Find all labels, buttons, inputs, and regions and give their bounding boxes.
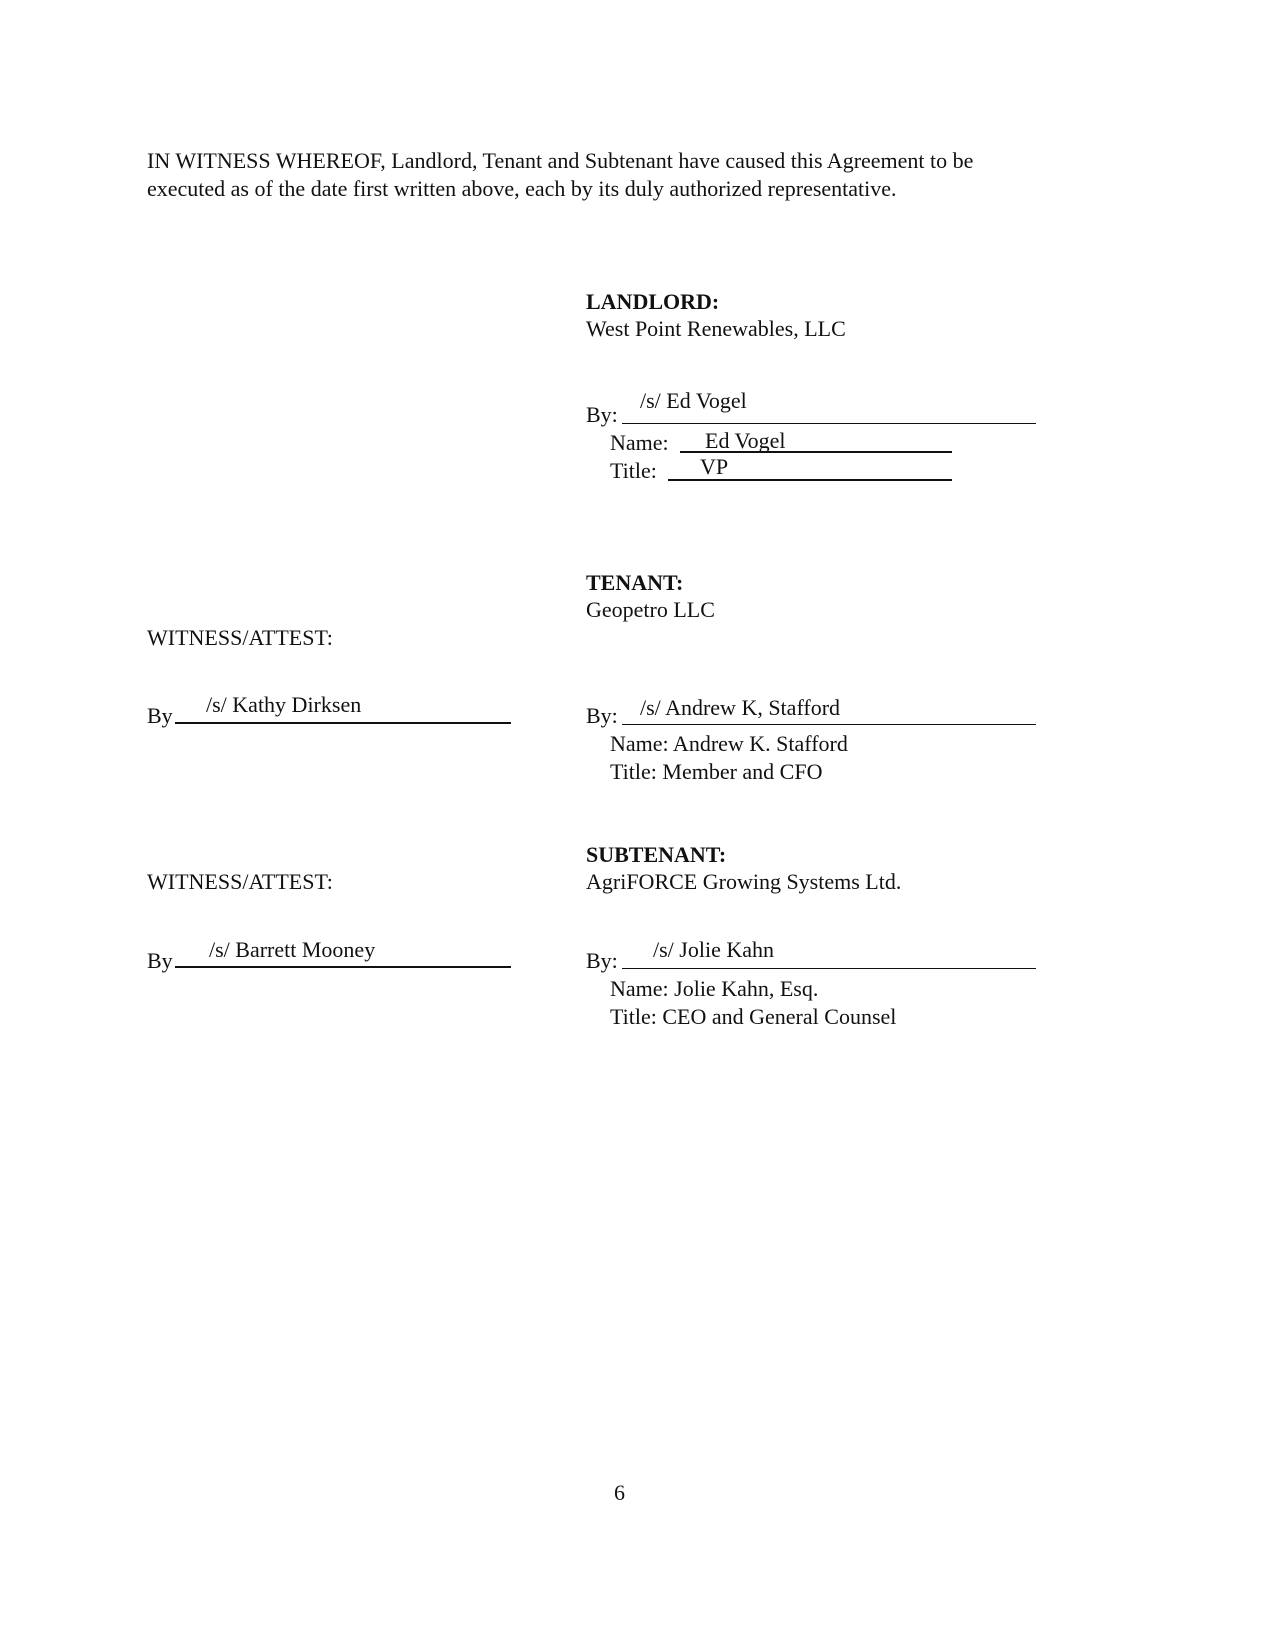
- landlord-heading: LANDLORD:: [586, 289, 720, 314]
- tenant-name: Name: Andrew K. Stafford: [610, 731, 848, 756]
- subtenant-witness-by-label: By: [147, 948, 173, 973]
- subtenant-witness-label: WITNESS/ATTEST:: [147, 869, 333, 894]
- subtenant-name: Name: Jolie Kahn, Esq.: [610, 976, 819, 1001]
- intro-line-1: IN WITNESS WHEREOF, Landlord, Tenant and Subtenant have caused this Agreement to be: [147, 148, 974, 173]
- subtenant-witness-signature-line: [175, 966, 511, 968]
- landlord-by-label: By:: [586, 402, 618, 427]
- landlord-signature-line: [622, 423, 1036, 424]
- landlord-name-label: Name:: [610, 430, 669, 455]
- tenant-witness-label: WITNESS/ATTEST:: [147, 625, 333, 650]
- subtenant-witness-signature: /s/ Barrett Mooney: [209, 937, 376, 962]
- tenant-witness-by-label: By: [147, 703, 173, 728]
- subtenant-by-label: By:: [586, 948, 618, 973]
- tenant-witness-signature: /s/ Kathy Dirksen: [206, 692, 362, 717]
- subtenant-company: AgriFORCE Growing Systems Ltd.: [586, 869, 902, 894]
- landlord-name-value: Ed Vogel: [705, 428, 786, 453]
- tenant-signature-line: [622, 724, 1036, 725]
- landlord-name-line: [680, 451, 952, 453]
- landlord-title-value: VP: [700, 454, 729, 479]
- landlord-signature: /s/ Ed Vogel: [640, 388, 747, 413]
- landlord-title-label: Title:: [610, 458, 657, 483]
- landlord-title-line: [668, 479, 952, 481]
- tenant-heading: TENANT:: [586, 570, 684, 595]
- subtenant-signature-line: [622, 968, 1036, 969]
- tenant-signature: /s/ Andrew K, Stafford: [640, 695, 841, 720]
- tenant-title: Title: Member and CFO: [610, 759, 823, 784]
- page-number: 6: [614, 1480, 625, 1505]
- intro-line-2: executed as of the date first written above, each by its duly authorized representative.: [147, 176, 897, 201]
- landlord-company: West Point Renewables, LLC: [586, 316, 846, 341]
- tenant-company: Geopetro LLC: [586, 597, 715, 622]
- tenant-witness-signature-line: [175, 722, 511, 724]
- subtenant-title: Title: CEO and General Counsel: [610, 1004, 897, 1029]
- subtenant-signature: /s/ Jolie Kahn: [653, 937, 774, 962]
- tenant-by-label: By:: [586, 703, 618, 728]
- subtenant-heading: SUBTENANT:: [586, 842, 727, 867]
